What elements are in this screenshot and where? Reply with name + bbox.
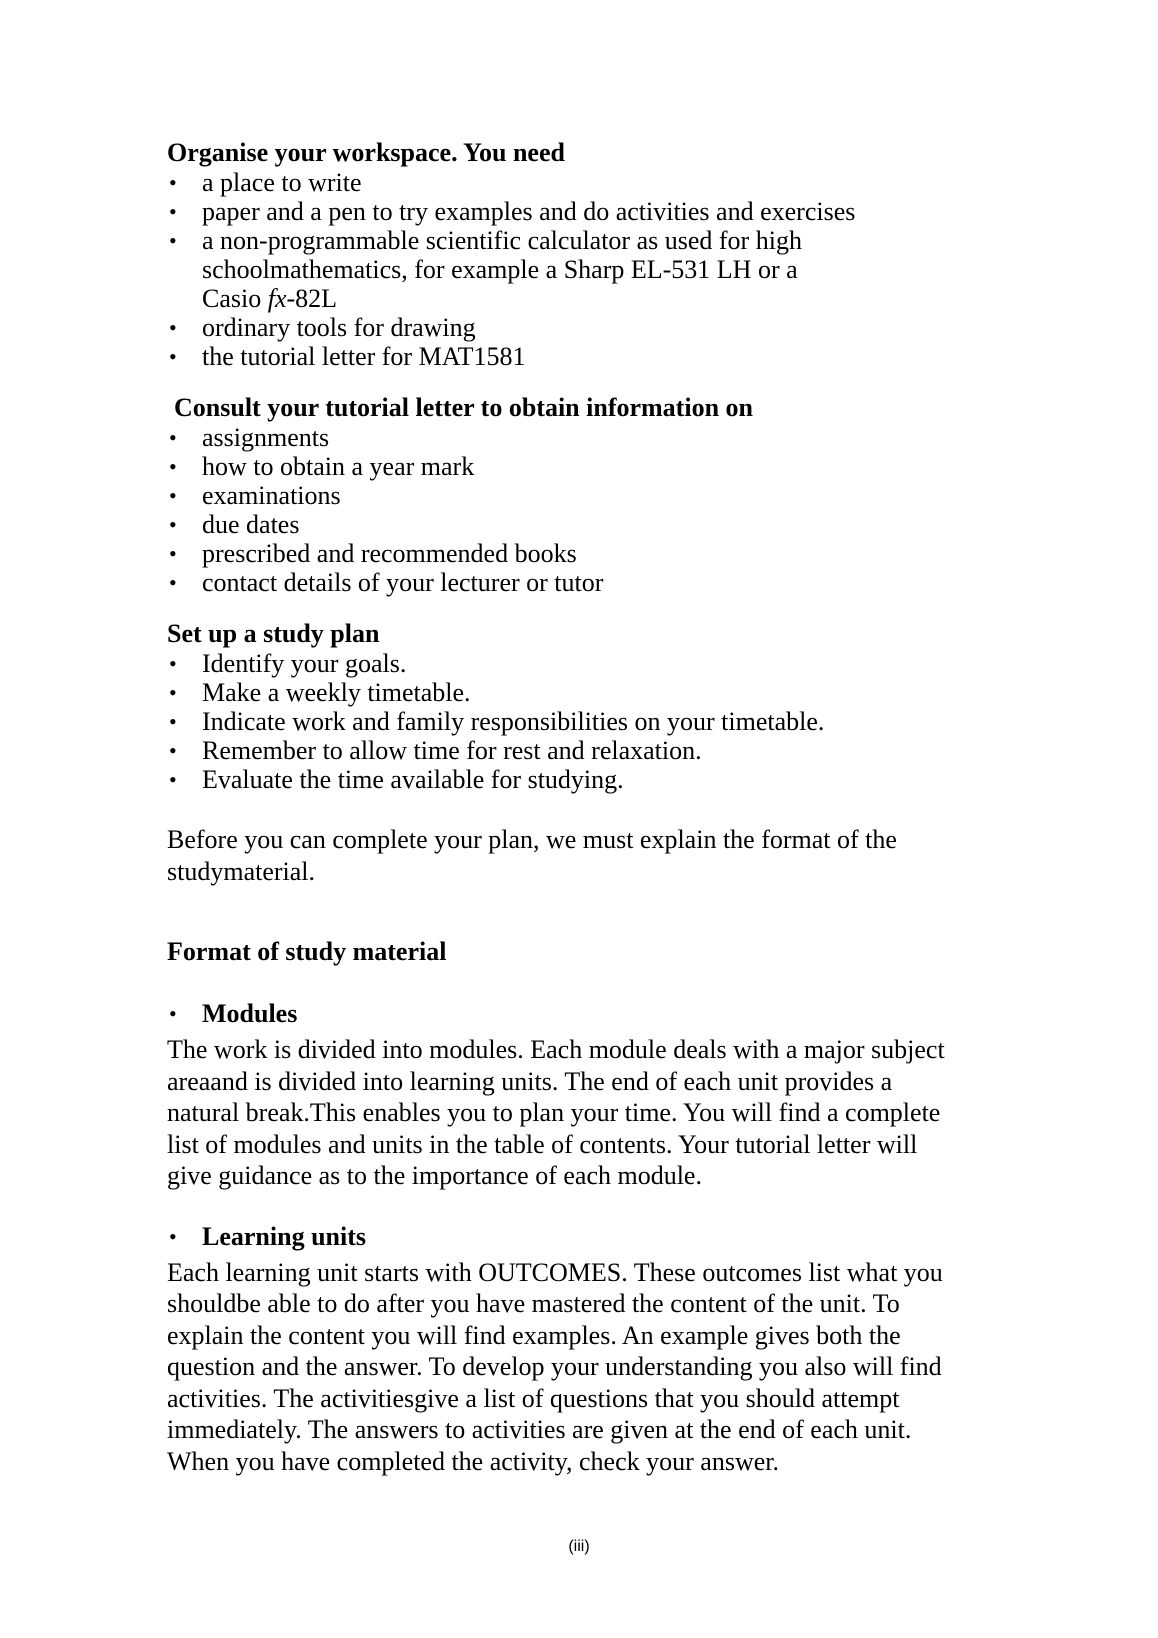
note-line: studymaterial. bbox=[167, 856, 316, 886]
paragraph-line: natural break.This enables you to plan your time. You will find a complete bbox=[167, 1098, 941, 1127]
paragraph-line: question and the answer. To develop your understanding you also will find bbox=[167, 1352, 942, 1381]
list-item: • assignments bbox=[167, 423, 1017, 452]
format-heading: Format of study material bbox=[167, 937, 447, 966]
workspace-list bbox=[167, 168, 1017, 371]
calculator-model-italic: fx bbox=[267, 284, 287, 313]
calculator-model-suffix: -82L bbox=[286, 284, 338, 313]
study-plan-list bbox=[167, 649, 1017, 794]
learning-units-paragraph bbox=[167, 1257, 1017, 1478]
learning-units-heading: • Learning units bbox=[167, 1222, 1017, 1252]
paragraph-line: list of modules and units in the table of contents. Your tutorial letter will bbox=[167, 1129, 918, 1159]
list-item: • Evaluate the time available for studying. bbox=[167, 765, 1017, 794]
list-item-calculator bbox=[167, 226, 1017, 313]
list-item: • Remember to allow time for rest and relaxation. bbox=[167, 736, 1017, 765]
paragraph-line: shouldbe able to do after you have mastered the content of the unit. To bbox=[167, 1289, 900, 1318]
list-item: • a place to write bbox=[167, 168, 1017, 197]
modules-paragraph bbox=[167, 1034, 1017, 1192]
paragraph-line: give guidance as to the importance of each module. bbox=[167, 1161, 702, 1190]
page-number: (iii) bbox=[568, 1538, 590, 1555]
consult-heading: Consult your tutorial letter to obtain information on bbox=[174, 393, 753, 422]
list-item: • examinations bbox=[167, 481, 1017, 510]
study-plan-heading: Set up a study plan bbox=[167, 619, 380, 648]
list-item: • due dates bbox=[167, 510, 1017, 539]
list-item: • how to obtain a year mark bbox=[167, 452, 1017, 481]
modules-heading: • Modules bbox=[167, 999, 1017, 1029]
calculator-line-2: schoolmathematics, for example a Sharp EL-531 LH or a bbox=[202, 255, 798, 284]
calculator-line-3 bbox=[202, 284, 1017, 313]
consult-list bbox=[167, 423, 1017, 597]
list-item: • Make a weekly timetable. bbox=[167, 678, 1017, 707]
page-content bbox=[167, 138, 1017, 1477]
calculator-line-1: • a non-programmable scientific calculator as used for high bbox=[202, 226, 802, 255]
paragraph-line: immediately. The answers to activities are given at the end of each unit. bbox=[167, 1415, 912, 1444]
paragraph-line: The work is divided into modules. Each module deals with a major subject bbox=[167, 1035, 945, 1064]
study-plan-note bbox=[167, 824, 1017, 887]
list-item: • ordinary tools for drawing bbox=[167, 313, 1017, 342]
paragraph-line: When you have completed the activity, check your answer. bbox=[167, 1446, 779, 1476]
list-item: • Indicate work and family responsibilities on your timetable. bbox=[167, 707, 1017, 736]
list-item: • prescribed and recommended books bbox=[167, 539, 1017, 568]
list-item: • the tutorial letter for MAT1581 bbox=[167, 342, 1017, 371]
paragraph-line: explain the content you will find examples. An example gives both the bbox=[167, 1320, 901, 1350]
paragraph-line: Each learning unit starts with OUTCOMES. These outcomes list what you bbox=[167, 1257, 943, 1287]
list-item: • Identify your goals. bbox=[167, 649, 1017, 678]
list-item: • contact details of your lecturer or tutor bbox=[167, 568, 1017, 597]
paragraph-line: activities. The activitiesgive a list of questions that you should attempt bbox=[167, 1383, 900, 1413]
calculator-brand: Casio bbox=[202, 284, 268, 313]
list-item: • paper and a pen to try examples and do activities and exercises bbox=[167, 197, 1017, 226]
workspace-heading: Organise your workspace. You need bbox=[167, 138, 565, 167]
note-line: Before you can complete your plan, we must explain the format of the bbox=[167, 825, 897, 854]
paragraph-line: areaand is divided into learning units. The end of each unit provides a bbox=[167, 1066, 893, 1096]
